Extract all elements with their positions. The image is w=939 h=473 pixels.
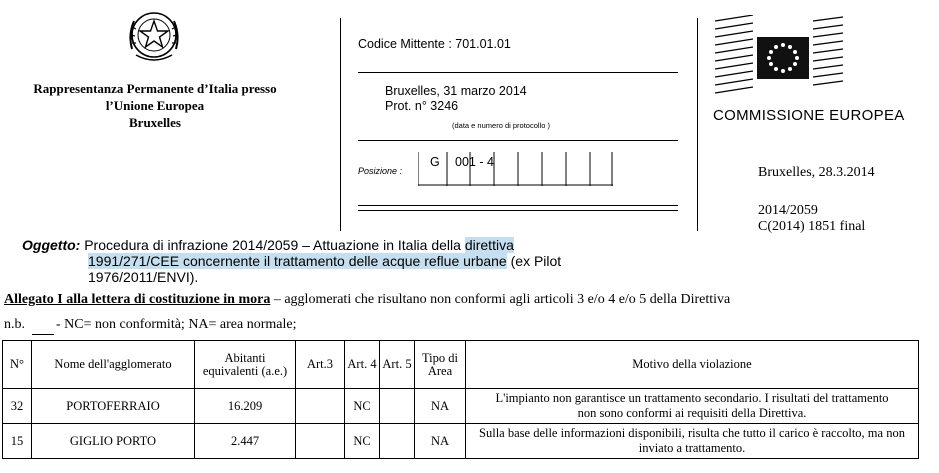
- position-grid: [418, 152, 613, 186]
- european-commission-logo-icon: [713, 15, 845, 97]
- protocol-rule-low-2: [358, 210, 678, 211]
- protocol-rule-top: [358, 72, 678, 73]
- col-name: Nome dell'agglomerato: [32, 341, 195, 389]
- sender-line-2: l’Unione Europea: [105, 98, 205, 113]
- nb-label: n.b.: [4, 317, 25, 332]
- subject-line: [22, 237, 667, 285]
- col-art3: Art.3: [296, 341, 345, 389]
- table-header-row: [3, 341, 919, 389]
- cell-art5: [380, 389, 415, 424]
- violations-table: [2, 340, 919, 459]
- nb-note: - NC= non conformità; NA= area normale;: [56, 317, 297, 332]
- cell-art3: [296, 424, 345, 459]
- cell-abitanti: 16.209: [195, 389, 296, 424]
- nb-underline: [32, 334, 54, 335]
- sender-address: [0, 80, 310, 131]
- header-divider-left: [340, 18, 341, 231]
- position-label: Posizione :: [358, 166, 403, 176]
- protocol-number: Prot. n° 3246: [385, 99, 459, 113]
- subject-highlight-2: 1991/271/CEE concernente il trattamento delle acque reflue urbane: [88, 253, 507, 269]
- cell-art5: [380, 424, 415, 459]
- protocol-date: Bruxelles, 31 marzo 2014: [385, 84, 527, 98]
- commission-ref-number: 2014/2059: [758, 203, 818, 218]
- protocol-note: (data e numero di protocollo ): [452, 121, 550, 130]
- cell-art3: [296, 389, 345, 424]
- annex-heading: [4, 292, 730, 308]
- commission-reference: [758, 203, 865, 235]
- protocol-block: [385, 84, 527, 114]
- protocol-rule-low-1: [358, 205, 678, 206]
- cell-tipo: NA: [415, 424, 466, 459]
- col-abitanti: Abitanti equivalenti (a.e.): [195, 341, 296, 389]
- cell-motivo: L'impianto non garantisce un trattamento secondario. I risultati del trattamento non sono conformi ai requisiti della Direttiva.: [466, 389, 919, 424]
- italian-republic-emblem-icon: [124, 5, 184, 67]
- cell-n: 32: [3, 389, 32, 424]
- commission-name: COMMISSIONE EUROPEA: [713, 107, 905, 124]
- cell-art4: NC: [345, 424, 380, 459]
- cell-tipo: NA: [415, 389, 466, 424]
- commission-ref-code: C(2014) 1851 final: [758, 219, 866, 234]
- commission-date: Bruxelles, 28.3.2014: [758, 165, 875, 180]
- col-n: N°: [3, 341, 32, 389]
- col-tipo: Tipo di Area: [415, 341, 466, 389]
- header-divider-right: [697, 18, 698, 231]
- table-row: [3, 424, 919, 459]
- annex-description: – agglomerati che risultano non conformi agli articoli 3 e/o 4 e/o 5 della Direttiva: [270, 292, 731, 307]
- subject-text-end: (ex Pilot 1976/2011/ENVI).: [88, 253, 562, 285]
- sender-code: Codice Mittente : 701.01.01: [358, 37, 511, 51]
- position-number: 001 - 4: [455, 155, 494, 169]
- subject-text-start: Procedura di infrazione 2014/2059 – Attuazione in Italia della: [80, 237, 465, 253]
- col-art5: Art. 5: [380, 341, 415, 389]
- cell-name: PORTOFERRAIO: [32, 389, 195, 424]
- cell-name: GIGLIO PORTO: [32, 424, 195, 459]
- protocol-rule-mid: [358, 140, 678, 141]
- cell-abitanti: 2.447: [195, 424, 296, 459]
- subject-highlight-1: direttiva: [464, 237, 514, 253]
- cell-motivo: Sulla base delle informazioni disponibili, risulta che tutto il carico è raccolto, ma non inviato a trattamento.: [466, 424, 919, 459]
- col-art4: Art. 4: [345, 341, 380, 389]
- position-letter: G: [430, 155, 440, 169]
- sender-line-1: Rappresentanza Permanente d’Italia presso: [33, 81, 277, 96]
- cell-art4: NC: [345, 389, 380, 424]
- annex-title: Allegato I alla lettera di costituzione in mora: [4, 292, 271, 307]
- table-row: [3, 389, 919, 424]
- col-motivo: Motivo della violazione: [466, 341, 919, 389]
- subject-label: Oggetto:: [22, 237, 81, 253]
- sender-line-3: Bruxelles: [129, 115, 181, 130]
- cell-n: 15: [3, 424, 32, 459]
